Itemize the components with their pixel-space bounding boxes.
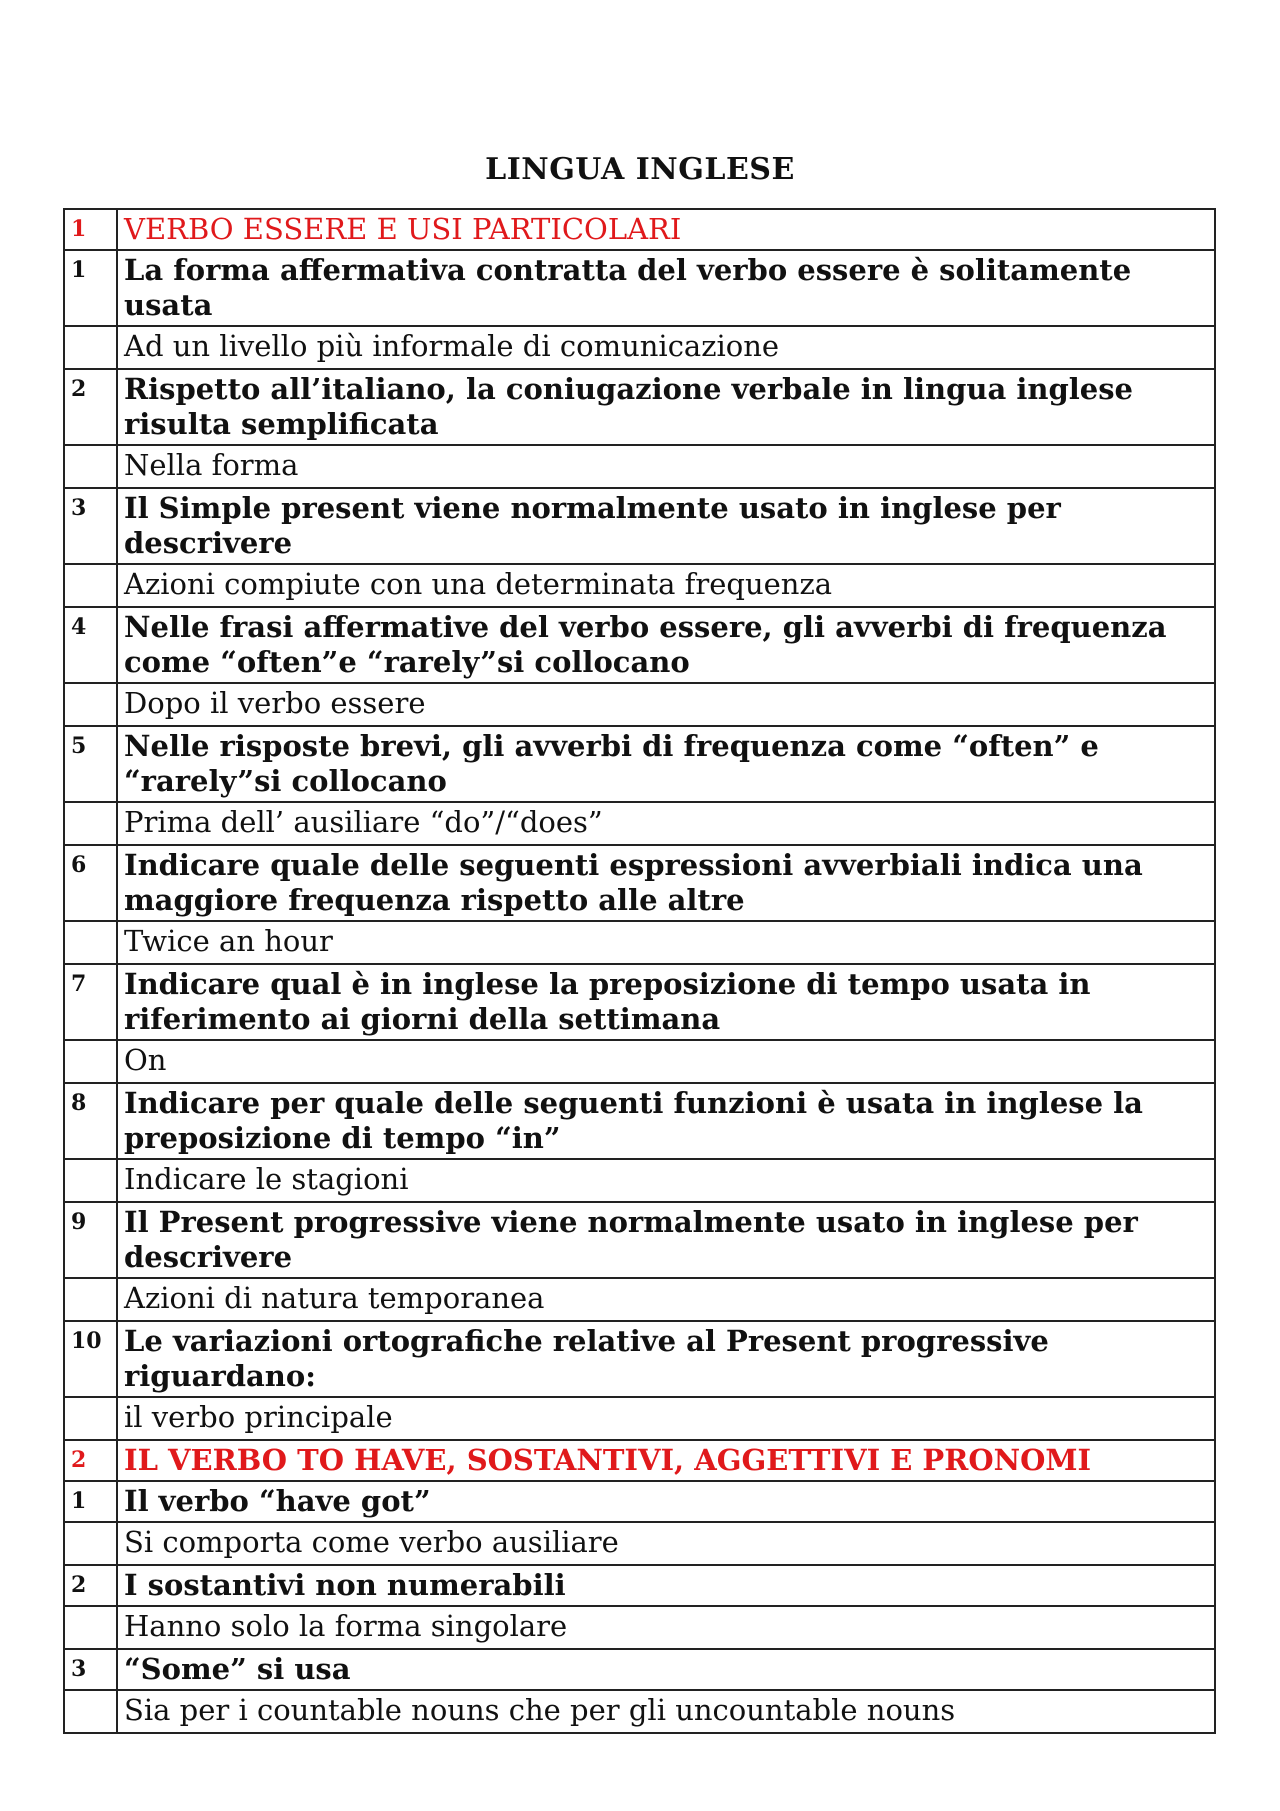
question-number: 4 <box>64 607 117 683</box>
answer-row <box>64 921 1215 964</box>
question-text: “Some” si usa <box>117 1649 1215 1690</box>
answer-number-cell <box>64 683 117 726</box>
answer-text: Azioni compiute con una determinata frequenza <box>117 564 1215 607</box>
answer-row <box>64 802 1215 845</box>
question-row <box>64 1649 1215 1690</box>
question-number: 1 <box>64 1481 117 1522</box>
question-number: 5 <box>64 726 117 802</box>
question-text: I sostantivi non numerabili <box>117 1565 1215 1606</box>
answer-number-cell <box>64 1040 117 1083</box>
answer-text: Si comporta come verbo ausiliare <box>117 1522 1215 1565</box>
question-row <box>64 1083 1215 1159</box>
answer-number-cell <box>64 1159 117 1202</box>
answer-number-cell <box>64 1690 117 1733</box>
answer-row <box>64 1522 1215 1565</box>
answer-number-cell <box>64 921 117 964</box>
answer-text: Twice an hour <box>117 921 1215 964</box>
answer-number-cell <box>64 1522 117 1565</box>
answer-row <box>64 326 1215 369</box>
question-text: Indicare qual è in inglese la preposizione di tempo usata in riferimento ai giorni della settimana <box>117 964 1215 1040</box>
answer-row <box>64 1690 1215 1733</box>
answer-row <box>64 1040 1215 1083</box>
question-row <box>64 488 1215 564</box>
answer-text: Dopo il verbo essere <box>117 683 1215 726</box>
answer-text: On <box>117 1040 1215 1083</box>
question-row <box>64 1321 1215 1397</box>
answer-text: Prima dell’ ausiliare “do”/“does” <box>117 802 1215 845</box>
question-row <box>64 726 1215 802</box>
answer-number-cell <box>64 1278 117 1321</box>
answer-row <box>64 1397 1215 1440</box>
answer-number-cell <box>64 445 117 488</box>
section-heading: VERBO ESSERE E USI PARTICOLARI <box>117 209 1215 250</box>
question-text: Nelle risposte brevi, gli avverbi di frequenza come “often” e “rarely”si collocano <box>117 726 1215 802</box>
question-text: La forma affermativa contratta del verbo essere è solitamente usata <box>117 250 1215 326</box>
qa-table <box>63 208 1216 1734</box>
answer-number-cell <box>64 1397 117 1440</box>
question-row <box>64 250 1215 326</box>
answer-text: il verbo principale <box>117 1397 1215 1440</box>
question-number: 2 <box>64 1565 117 1606</box>
answer-row <box>64 1159 1215 1202</box>
question-number: 8 <box>64 1083 117 1159</box>
answer-row <box>64 1606 1215 1649</box>
question-row <box>64 1565 1215 1606</box>
answer-number-cell <box>64 802 117 845</box>
answer-text: Hanno solo la forma singolare <box>117 1606 1215 1649</box>
question-text: Il Present progressive viene normalmente usato in inglese per descrivere <box>117 1202 1215 1278</box>
answer-text: Sia per i countable nouns che per gli uncountable nouns <box>117 1690 1215 1733</box>
question-text: Il verbo “have got” <box>117 1481 1215 1522</box>
question-number: 3 <box>64 488 117 564</box>
question-text: Il Simple present viene normalmente usato in inglese per descrivere <box>117 488 1215 564</box>
question-number: 10 <box>64 1321 117 1397</box>
section-number: 2 <box>64 1440 117 1481</box>
question-number: 1 <box>64 250 117 326</box>
answer-text: Nella forma <box>117 445 1215 488</box>
question-text: Nelle frasi affermative del verbo essere, gli avverbi di frequenza come “often”e “rarely”si collocano <box>117 607 1215 683</box>
question-number: 6 <box>64 845 117 921</box>
answer-row <box>64 564 1215 607</box>
question-text: Indicare quale delle seguenti espressioni avverbiali indica una maggiore frequenza rispetto alle altre <box>117 845 1215 921</box>
answer-text: Ad un livello più informale di comunicazione <box>117 326 1215 369</box>
question-row <box>64 964 1215 1040</box>
question-row <box>64 369 1215 445</box>
question-row <box>64 845 1215 921</box>
section-number: 1 <box>64 209 117 250</box>
question-number: 9 <box>64 1202 117 1278</box>
section-header-row <box>64 209 1215 250</box>
page-title: LINGUA INGLESE <box>485 152 795 187</box>
question-text: Indicare per quale delle seguenti funzioni è usata in inglese la preposizione di tempo “in” <box>117 1083 1215 1159</box>
answer-row <box>64 683 1215 726</box>
answer-number-cell <box>64 1606 117 1649</box>
answer-text: Indicare le stagioni <box>117 1159 1215 1202</box>
question-text: Le variazioni ortografiche relative al Present progressive riguardano: <box>117 1321 1215 1397</box>
answer-number-cell <box>64 326 117 369</box>
question-text: Rispetto all’italiano, la coniugazione verbale in lingua inglese risulta semplificata <box>117 369 1215 445</box>
answer-row <box>64 1278 1215 1321</box>
section-heading: IL VERBO TO HAVE, SOSTANTIVI, AGGETTIVI E PRONOMI <box>117 1440 1215 1481</box>
answer-row <box>64 445 1215 488</box>
question-row <box>64 1481 1215 1522</box>
qa-table-body <box>64 209 1215 1733</box>
answer-number-cell <box>64 564 117 607</box>
section-header-row <box>64 1440 1215 1481</box>
question-row <box>64 1202 1215 1278</box>
question-row <box>64 607 1215 683</box>
answer-text: Azioni di natura temporanea <box>117 1278 1215 1321</box>
question-number: 2 <box>64 369 117 445</box>
question-number: 3 <box>64 1649 117 1690</box>
question-number: 7 <box>64 964 117 1040</box>
